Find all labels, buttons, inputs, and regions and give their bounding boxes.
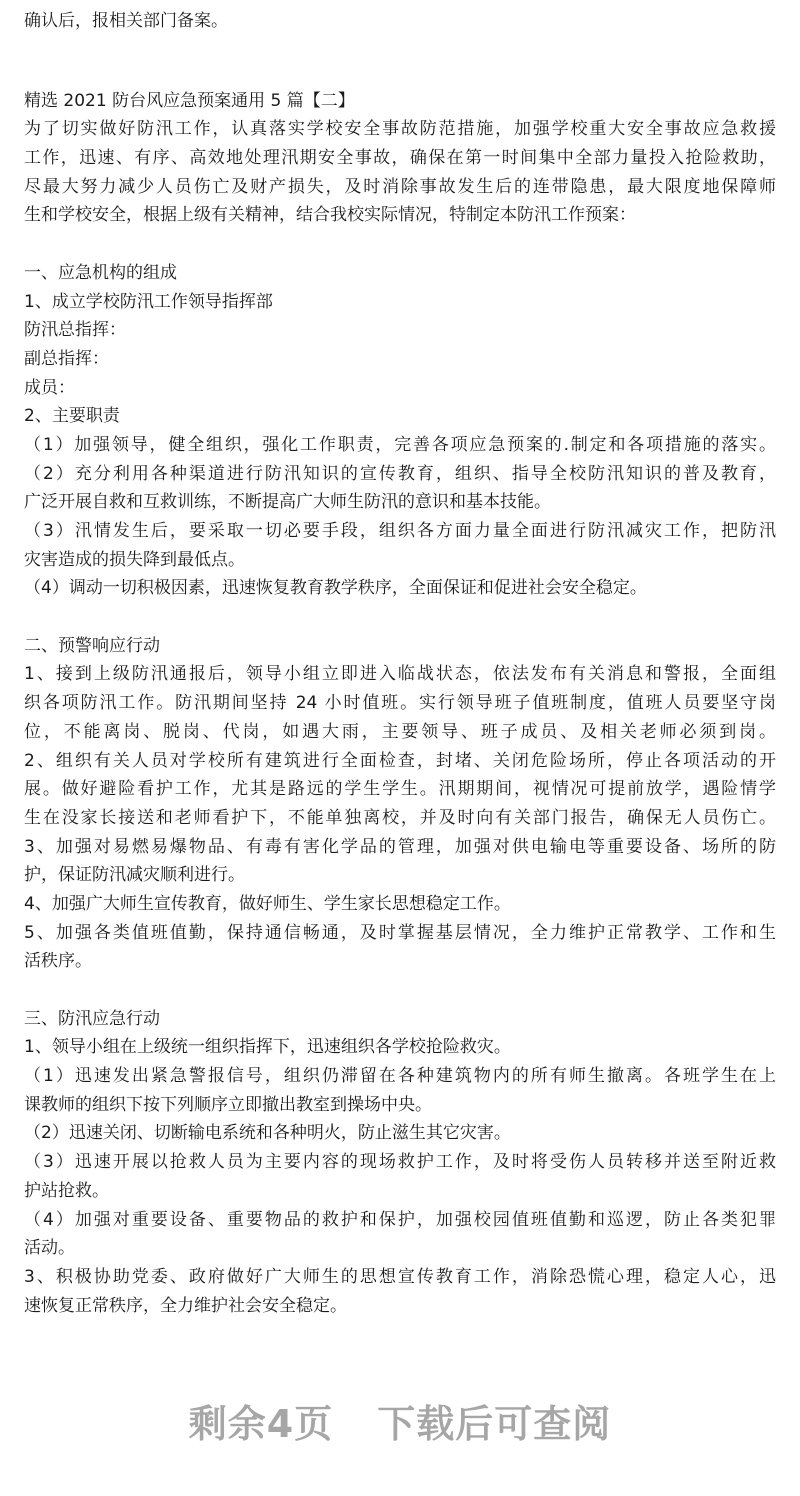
blank-line [24,230,776,259]
paragraph-line: 活秩序。 [24,951,92,972]
paragraph-line: 成员： [24,377,75,398]
paragraph-line: 工作，迅速、有序、高效地处理汛期安全事故，确保在第一时间集中全部力量投入抢险救助， [24,148,776,169]
paragraph-line: 一、应急机构的组成 [24,262,177,283]
paragraph-line: 尽最大努力减少人员伤亡及财产损失，及时消除事故发生后的连带隐患，最大限度地保障师 [24,176,776,197]
paragraph-line: 速恢复正常秩序，全力维护社会安全稳定。 [24,1295,347,1316]
paragraph-line: （1）加强领导，健全组织，强化工作职责，完善各项应急预案的.制定和各项措施的落实。 [24,434,776,455]
paragraph-line: （2）充分利用各种渠道进行防汛知识的宣传教育，组织、指导全校防汛知识的普及教育， [24,463,776,484]
paragraph-line: 广泛开展自救和互救训练，不断提高广大师生防汛的意识和基本技能。 [24,492,551,513]
document-lines [24,115,776,1320]
paragraph-line: 确认后，报相关部门备案。 [24,11,228,31]
paragraph-line: （1）迅速发出紧急警报信号，组织仍滞留在各种建筑物内的所有师生撤离。各班学生在上 [24,1066,776,1087]
paragraph-line: 5、加强各类值班值勤，保持通信畅通，及时掌握基层情况，全力维护正常教学、工作和生 [24,922,776,943]
paragraph-line: 位，不能离岗、脱岗、代岗，如遇大雨，主要领导、班子成员、及相关老师必须到岗。 [24,721,776,742]
paragraph-line: 防汛总指挥： [24,320,126,341]
paragraph-line: （3）迅速开展以抢救人员为主要内容的现场救护工作，及时将受伤人员转移并送至附近救 [24,1152,776,1173]
blank-line [24,603,776,632]
paragraph-line: （4）加强对重要设备、重要物品的救护和保护，加强校园值班值勤和巡逻，防止各类犯罪 [24,1209,776,1230]
paragraph-line: 活动。 [24,1238,75,1259]
paragraph-line: （4）调动一切积极因素，迅速恢复教育教学秩序，全面保证和促进社会安全稳定。 [24,578,647,599]
download-prompt[interactable] [0,1393,800,1448]
paragraph-line: 护，保证防汛减灾顺利进行。 [24,865,245,886]
blank-line [24,976,776,1005]
paragraph-line: 1、领导小组在上级统一组织指挥下，迅速组织各学校抢险救灾。 [24,1037,511,1058]
paragraph-line: 生在没家长接送和老师看护下，不能单独离校，并及时向有关部门报告，确保无人员伤亡。 [24,807,776,828]
paragraph-line: 展。做好避险看护工作，尤其是路远的学生学生。汛期期间，视情况可提前放学，遇险情学 [24,779,776,800]
paragraph-line: 1、接到上级防汛通报后，领导小组立即进入临战状态，依法发布有关消息和警报，全面组 [24,664,776,685]
paragraph-line: 2、组织有关人员对学校所有建筑进行全面检查，封堵、关闭危险场所，停止各项活动的开 [24,750,776,771]
paragraph-line: 2、主要职责 [24,406,120,427]
paragraph-line: 灾害造成的损失降到最低点。 [24,549,245,570]
paragraph-line: 二、预警响应行动 [24,635,160,656]
paragraph-line: 护站抢救。 [24,1180,109,1201]
download-to-view-label: 下载后可查阅 [377,1402,612,1446]
remaining-pages-label: 剩余4页 [188,1402,334,1446]
paragraph-line: 织各项防汛工作。防汛期间坚持 24 小时值班。实行领导班子值班制度，值班人员要坚守岗 [24,693,776,714]
document-body [24,7,776,1320]
paragraph-line: 3、加强对易燃易爆物品、有毒有害化学品的管理，加强对供电输电等重要设备、场所的防 [24,836,776,857]
paragraph-line: 课教师的组织下按下列顺序立即撤出教室到操场中央。 [24,1094,432,1115]
paragraph-line: 4、加强广大师生宣传教育，做好师生、学生家长思想稳定工作。 [24,893,511,914]
paragraph-line: 三、防汛应急行动 [24,1008,160,1029]
paragraph-line: 生和学校安全，根据上级有关精神，结合我校实际情况，特制定本防汛工作预案： [24,205,636,226]
paragraph-line: 3、积极协助党委、政府做好广大师生的思想宣传教育工作，消除恐慌心理，稳定人心，迅 [24,1266,776,1287]
paragraph-line: 副总指挥： [24,348,109,369]
paragraph-line: 1、成立学校防汛工作领导指挥部 [24,291,273,312]
paragraph-line: （2）迅速关闭、切断输电系统和各种明火，防止滋生其它灾害。 [24,1123,511,1144]
paragraph-line: 为了切实做好防汛工作，认真落实学校安全事故防范措施，加强学校重大安全事故应急救援 [24,119,776,140]
section-title: 精选 2021 防台风应急预案通用 5 篇【二】 [24,90,355,111]
paragraph-line: （3）汛情发生后，要采取一切必要手段，组织各方面力量全面进行防汛减灾工作，把防汛 [24,521,776,541]
